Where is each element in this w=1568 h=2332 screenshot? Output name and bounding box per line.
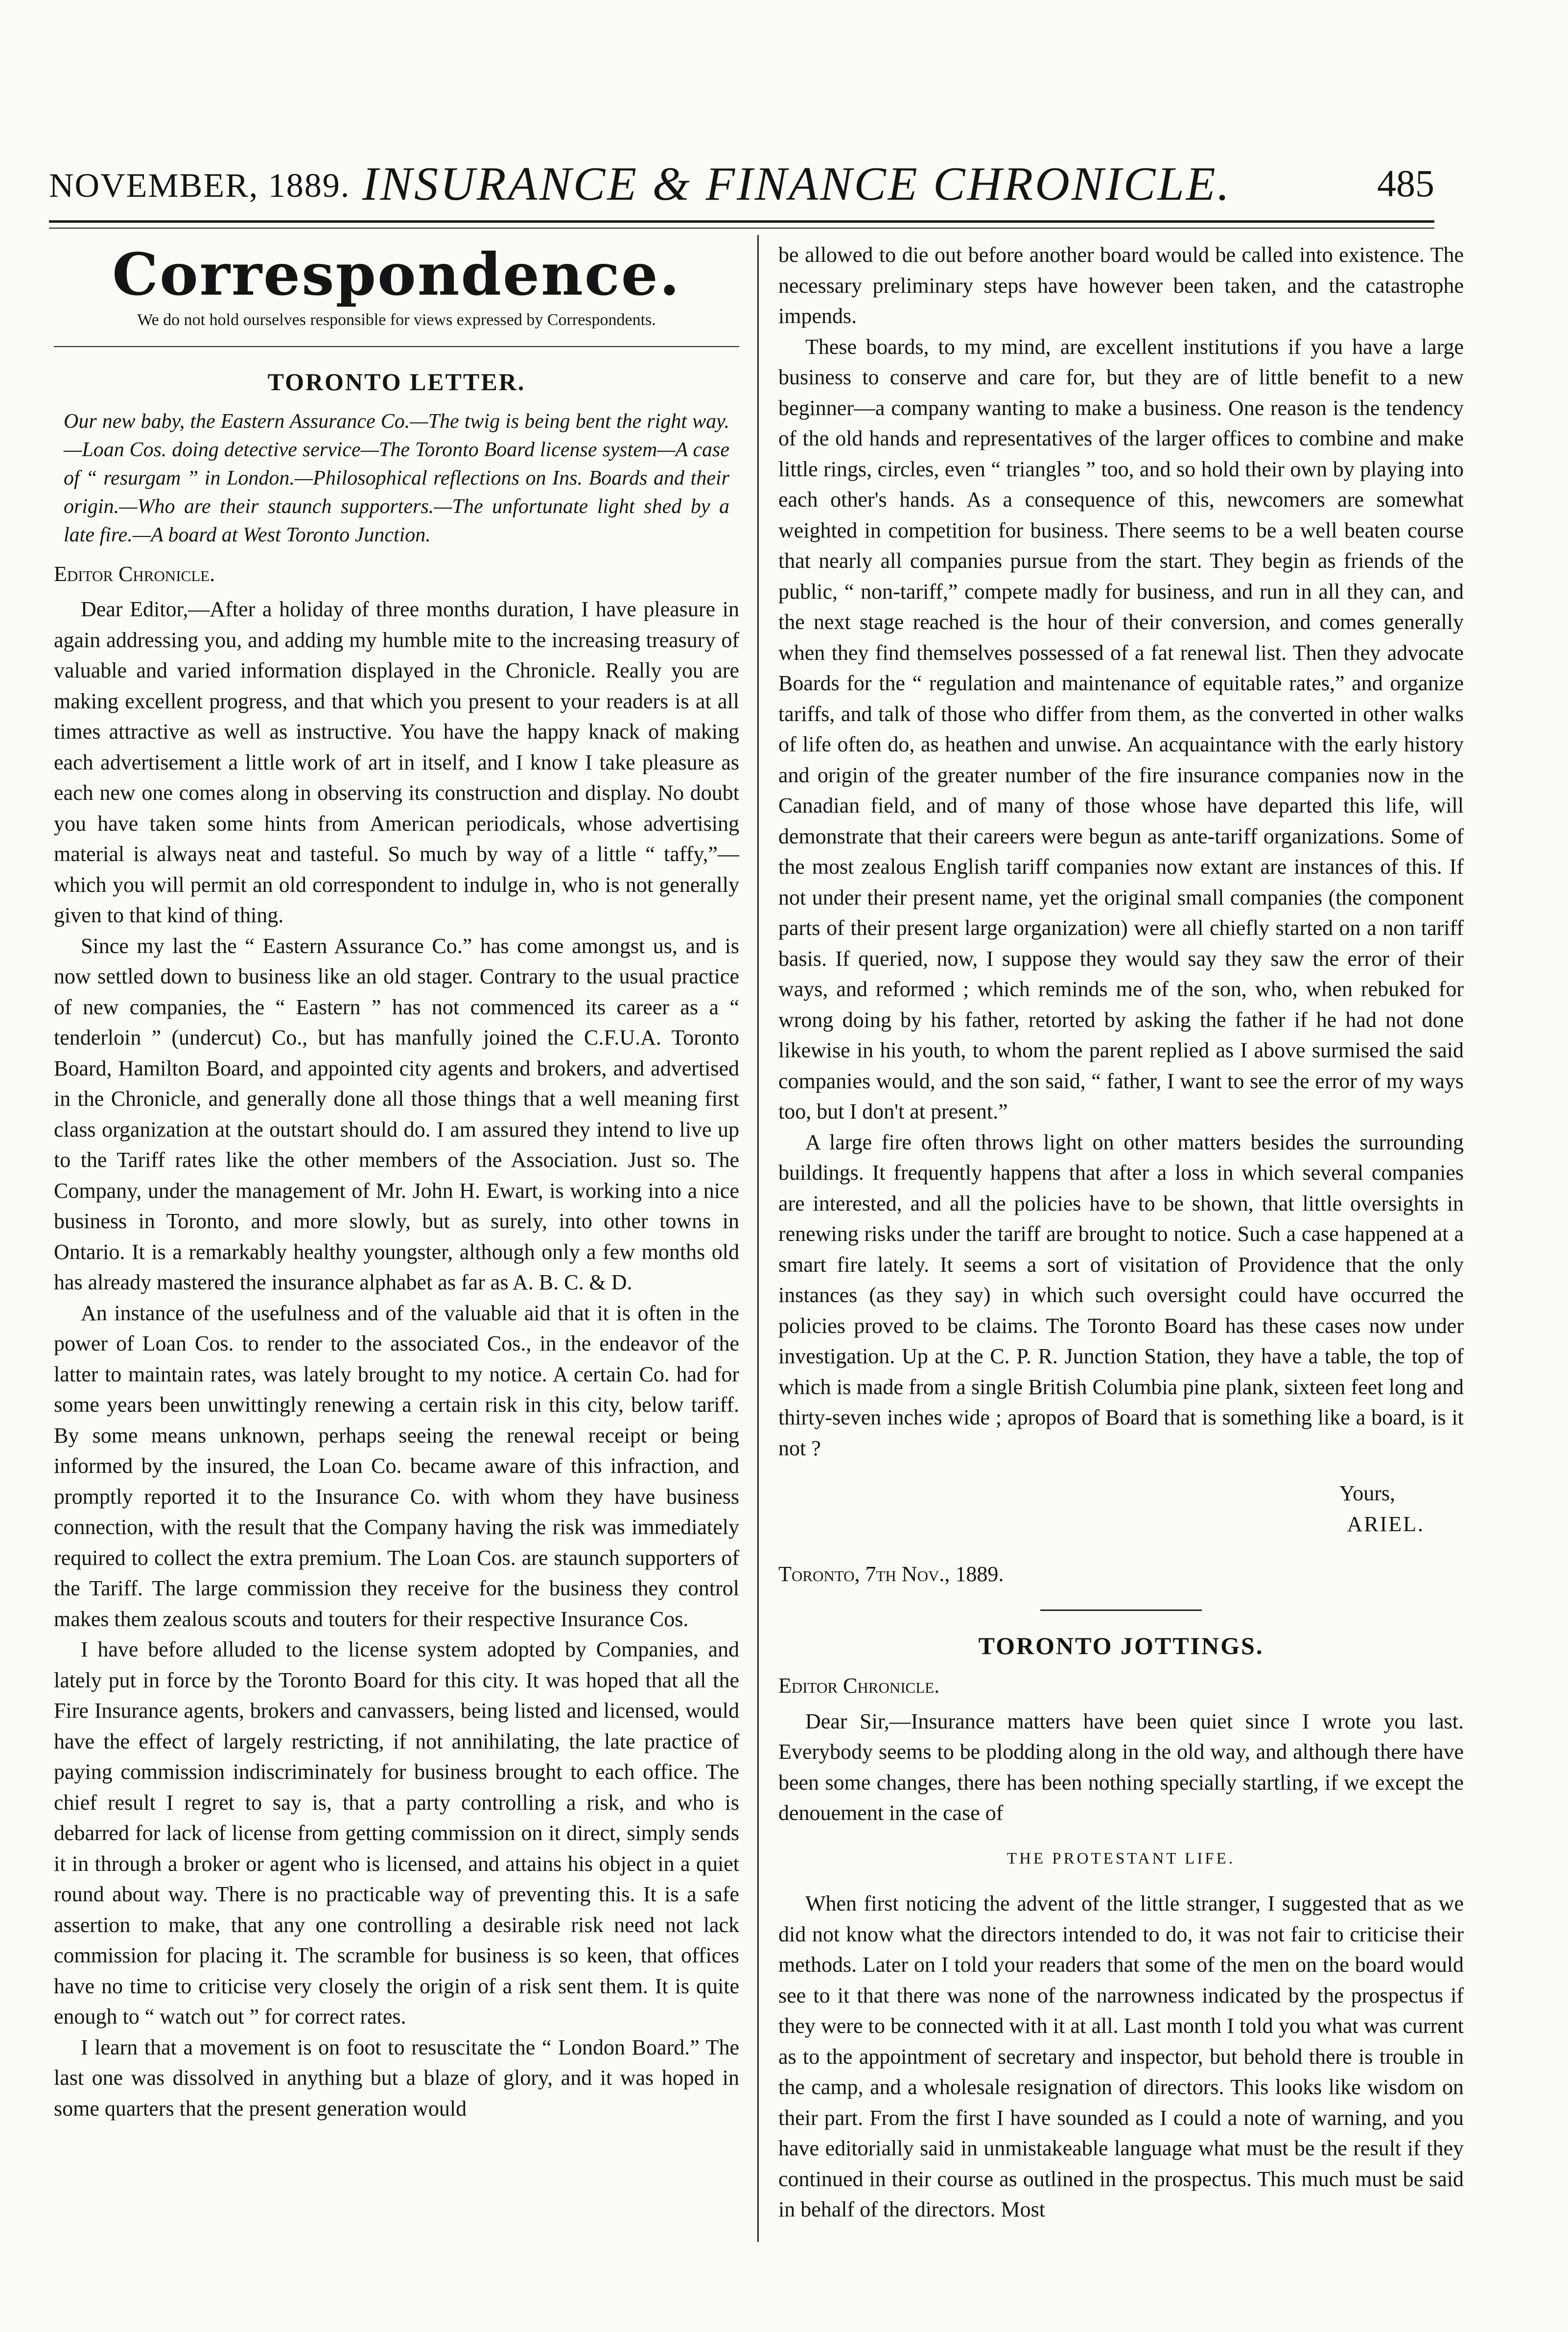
article-separator [1040,1609,1202,1611]
subheading: THE PROTESTANT LIFE. [1006,1849,1236,1867]
signature: ARIEL. [1347,1512,1425,1536]
paragraph: Dear Editor,—After a holiday of three months duration, I have pleasure in again addressing you, and adding my humble mite to the increasing treasury of valuable and varied information displayed in the Chronicle. Really you are making excellent progress, and that which you present to your readers is at all times attractive as well as instructive. You have the happy knack of making each advertisement a little work of art in itself, and I know I take pleasure as each new one comes along in observing its construction and display. No doubt you have taken some hints from American periodicals, whose advertising material is always neat and tasteful. So much by way of a little “ taffy,”—which you will permit an old correspondent to indulge in, who is not generally given to that kind of thing. [54,597,739,927]
page-number: 485 [1377,162,1434,205]
column-divider [757,235,759,2242]
running-header [49,157,1434,215]
paragraph: When first noticing the advent of the little stranger, I suggested that as we did not know what the directors intended to do, it was not fair to criticise their methods. Later on I told your readers that some of the men on the board would see to it that there was none of the narrowness indicated by the prospectus if they were to be connected with it at all. Last month I told you what was current as to the appointment of secretary and inspector, but behold there is trouble in the camp, and a wholesale resignation of directors. This looks like wisdom on their part. From the first I have sounded as I could a note of warning, and you have editorially said in unmistakeable language what must be the result if they continued in their course as outlined in the prospectus. This much must be said in behalf of the directors. Most [778,1891,1464,2221]
paragraph-continued: be allowed to die out before another board would be called into existence. The necessary preliminary steps have however been taken, and the catastrophe impends. [778,243,1464,328]
paragraph: I learn that a movement is on foot to resuscitate the “ London Board.” The last one was dissolved in anything but a blaze of glory, and it was hoped in some quarters that the present generation would [54,2035,739,2121]
article-summary: Our new baby, the Eastern Assurance Co.—The twig is being bent the right way.—Loan Cos. doing detective service—The Toronto Board license system—A case of “ resurgam ” in London.—Philosophical reflections on Ins. Boards and their origin.—Who are their staunch supporters.—The unfortunate light shed by a late fire.—A board at West Toronto Junction. [64,410,729,546]
closing: Yours, [1339,1481,1395,1505]
article-title-toronto-jottings: TORONTO JOTTINGS. [978,1632,1264,1659]
paragraph: I have before alluded to the license system adopted by Companies, and lately put in force by the Toronto Board for this city. It was hoped that all the Fire Insurance agents, brokers and canvassers, being listed and licensed, would have the effect of largely restricting, if not annihilating, the late practice of paying commission indiscriminately for business brought to each office. The chief result I regret to say is, that a party controlling a risk, and who is debarred for lack of license from getting commission on it direct, simply sends it in through a broker or agent who is licensed, and attains his object in a quiet round about way. There is no practicable way of preventing this. It is a safe assertion to make, that any one controlling a desirable risk need not lack commission for placing it. The scramble for business is so keen, that offices have no time to criticise very closely the origin of a risk sent them. It is quite enough to “ watch out ” for correct rates. [54,1637,739,2029]
paragraph: Since my last the “ Eastern Assurance Co.” has come amongst us, and is now settled down to business like an old stager. Contrary to the usual practice of new companies, the “ Eastern ” has not commenced its career as a “ tenderloin ” (undercut) Co., but has manfully joined the C.F.U.A. Toronto Board, Hamilton Board, and appointed city agents and brokers, and advertised in the Chronicle, and generally done all those things that a well meaning first class organization at the outstart should do. I am assured they intend to live up to the Tariff rates like the other members of the Association. Just so. The Company, under the management of Mr. John H. Ewart, is working into a nice business in Toronto, and more slowly, but as surely, into other towns in Ontario. It is a remarkably healthy youngster, although only a few months old has already mastered the insurance alphabet as far as A. B. C. & D. [54,933,739,1294]
right-column [778,240,1464,2225]
left-column [54,240,739,2124]
paragraph: A large fire often throws light on other matters besides the surrounding buildings. It frequently happens that after a loss in which several companies are interested, and all the policies have to be shown, that little oversights in renewing risks under the tariff are brought to notice. Such a case happened at a smart fire lately. It seems a sort of visitation of Providence that the only instances (as they say) in which such oversight could have occurred the policies proved to be claims. The Toronto Board has these cases now under investigation. Up at the C. P. R. Junction Station, they have a table, the top of which is made from a single British Columbia pine plank, sixteen feet long and thirty-seven inches wide ; apropos of Board that is something like a board, is it not ? [778,1130,1464,1460]
dateline: Toronto, 7th Nov., 1889. [778,1562,1004,1586]
header-rule-thick [49,220,1434,223]
article-title-toronto-letter: TORONTO LETTER. [267,368,526,396]
section-title: Correspondence. [112,240,681,308]
paragraph: These boards, to my mind, are excellent institutions if you have a large business to conserve and care for, but they are of little benefit to a new beginner—a company wanting to make a business. One reason is the tendency of the old hands and representatives of the larger offices to combine and make little rings, circles, even “ triangles ” too, and so hold their own by playing into each other's hands. As a consequence of this, newcomers are somewhat weighted in competition for business. There seems to be a well beaten course that nearly all companies pursue from the start. They begin as friends of the public, “ non-tariff,” compete madly for business, and run in all they can, and the next stage reached is the hour of their conversion, and comes generally when they find themselves possessed of a fat renewal list. Then they advocate Boards for the “ regulation and maintenance of equitable rates,” and organize tariffs, and talk of those who differ from them, as the converted in other walks of life often do, as heathen and unwise. An acquaintance with the early history and origin of the greater number of the fire insurance companies now in the Canadian field, and of many of those whose have departed this life, will demonstrate that their careers were begun as ante-tariff organizations. Some of the most zealous English tariff companies now extant are instances of this. If not under their present name, yet the original small companies (the component parts of their present large organization) were all chiefly started on a non tariff basis. If queried, now, I suppose they would say they saw the error of their ways, and reformed ; which reminds me of the son, who, when rebuked for wrong doing by his father, retorted by asking the father if he had not done likewise in his youth, to whom the parent replied as I above surmised the said companies would, and the son said, “ father, I want to see the error of my ways too, but I don't at present.” [778,334,1464,1123]
addressee: Editor Chronicle. [778,1674,940,1698]
paragraph: Dear Sir,—Insurance matters have been quiet since I wrote you last. Everybody seems to be plodding along in the old way, and although there have been some changes, there has been nothing specially startling, if we except the denouement in the case of [778,1709,1464,1825]
header-rule-thin [49,228,1434,229]
publication-title: INSURANCE & FINANCE CHRONICLE. [362,158,1232,210]
addressee: Editor Chronicle. [54,561,215,586]
disclaimer: We do not hold ourselves responsible for views expressed by Correspondents. [137,310,656,329]
issue-date: NOVEMBER, 1889. [49,167,351,205]
section-rule [54,346,739,347]
paragraph: An instance of the usefulness and of the valuable aid that it is often in the power of Loan Cos. to render to the associated Cos., in the endeavor of the latter to maintain rates, was lately brought to my notice. A certain Co. had for some years been unwittingly renewing a certain risk in this city, below tariff. By some means unknown, perhaps seeing the renewal receipt or being informed by the insured, the Loan Co. became aware of this infraction, and promptly reported it to the Insurance Co. with whom they have business connection, with the result that the Company having the risk was immediately required to collect the extra premium. The Loan Cos. are staunch supporters of the Tariff. The large commission they receive for the business they control makes them zealous scouts and touters for their respective Insurance Cos. [54,1301,739,1631]
